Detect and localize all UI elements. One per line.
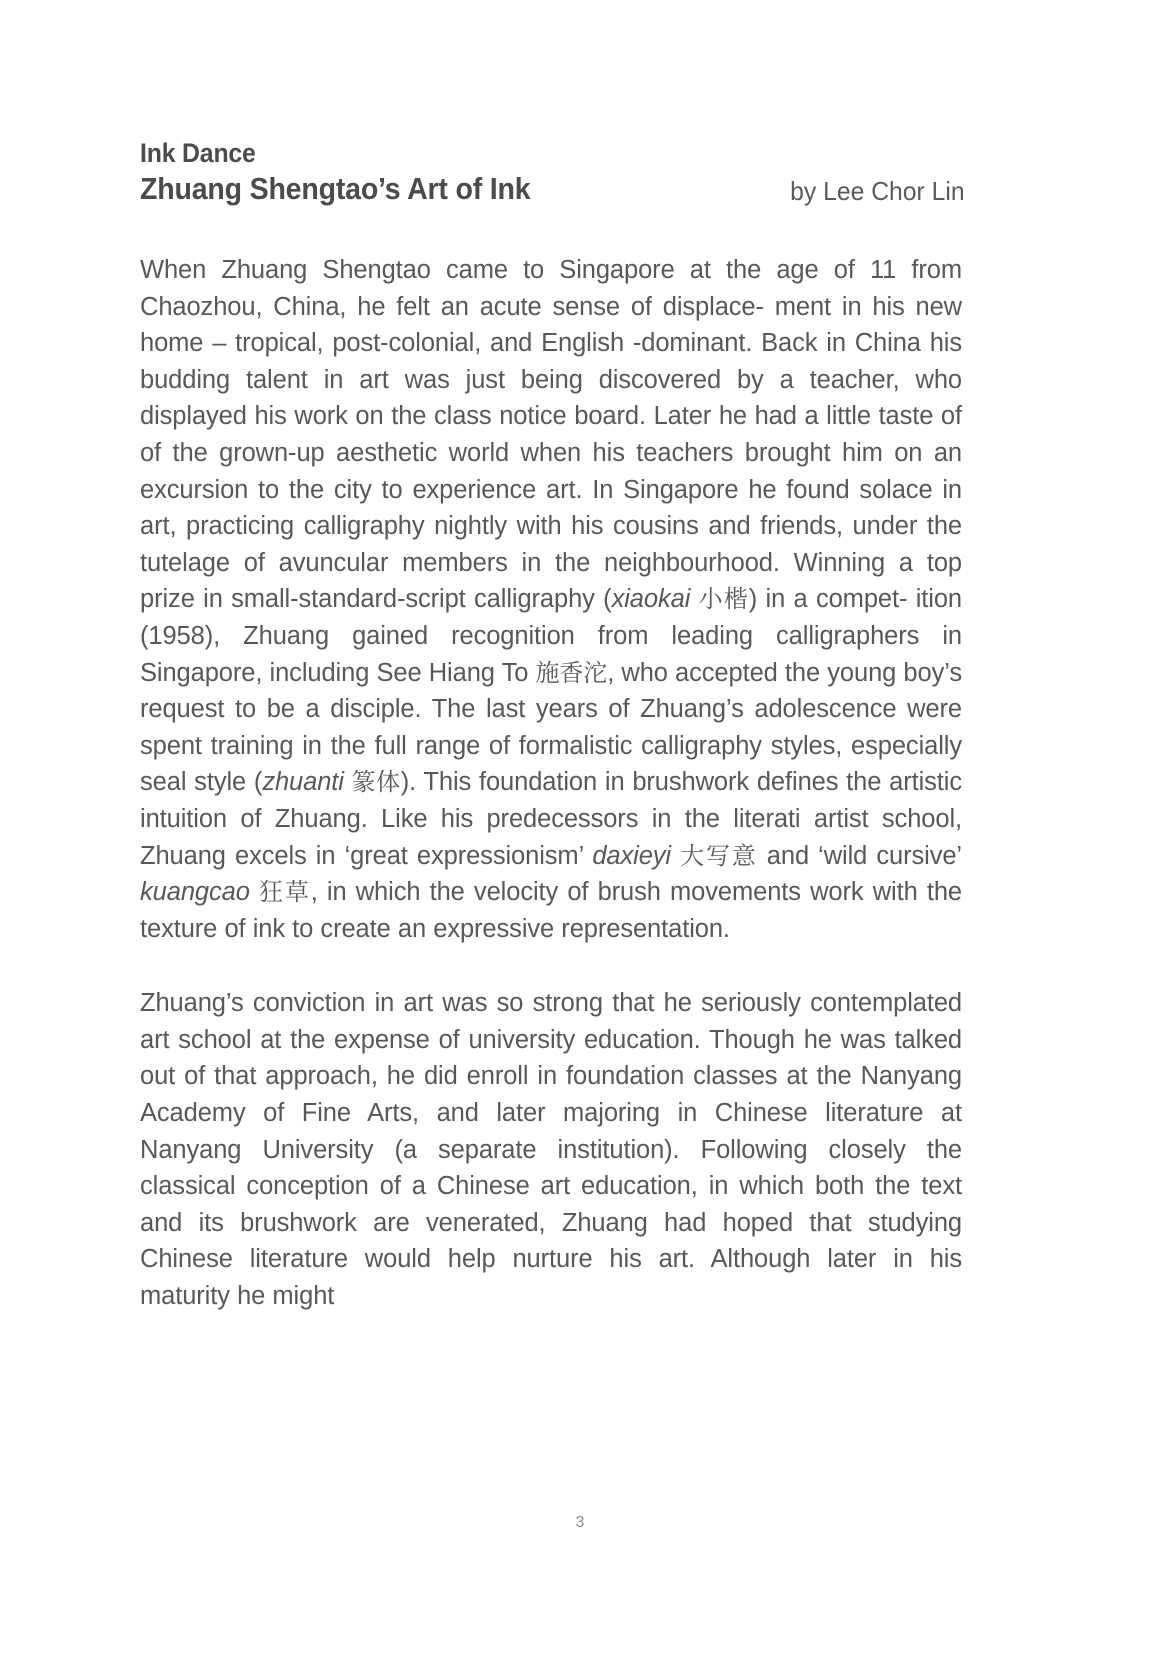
paragraph-1-segment-4: ). This foundation in brushwork defines the artistic intuition of Zhuang. Like his predecessors in the literati artist school, Zhuang excels in ‘great expressionism’: [140, 768, 963, 870]
romanization-zhuanti: zhuanti: [262, 768, 344, 797]
body-column: [140, 252, 962, 1315]
title-line-primary: Ink Dance: [140, 138, 256, 168]
paragraph-2: Zhuang’s conviction in art was so strong that he seriously contemplated art school at the expense of university education. Though he was talked out of that approach, he did enroll in foundation classes at the Nanyang Academy of Fine Arts, and later majoring in Chinese literature at Nanyang University (a separate institution). Following closely the classical conception of a Chinese art education, in which both the text and its brushwork are venerated, Zhuang had hoped that studying Chinese literature would help nurture his art. Although later in his maturity he might: [140, 989, 962, 1311]
space-3: [671, 842, 680, 870]
chinese-daxieyi: 大写意: [680, 841, 758, 870]
paragraph-1-segment-1: When Zhuang Shengtao came to Singapore at the age of 11 from Chaozhou, China, he felt an acute sense of displace- ment in his new home – tropical, post-colonial, and English -dominant. Back in China his budding talent in art was just being discovered by a teacher, who displayed his work on the class notice board. Later he had a little taste of of the grown-up aesthetic world when his teachers brought him on an excursion to the city to experience art. In Singapore he found solace in art, practicing calligraphy nightly with his cousins and friends, under the tutelage of avuncular members in the neighbourhood. Winning a top prize in small-standard-script calligraphy (: [140, 256, 962, 614]
chinese-see-hiang-to: 施香沱: [535, 658, 608, 687]
paragraph-1: [140, 252, 962, 947]
title-row: [140, 136, 965, 208]
paragraph-1-segment-3: , who accepted the young boy’s request to be a disciple. The last years of Zhuang’s adolescence were spent training in the full range of formalistic calligraphy styles, especially seal style (: [140, 658, 963, 797]
chinese-zhuanti: 篆体: [351, 768, 401, 797]
chinese-kuangcao: 狂草: [258, 878, 311, 907]
title-line-secondary: Zhuang Shengtao’s Art of Ink: [140, 171, 531, 206]
paragraph-1-segment-5: and ‘wild cursive’: [757, 841, 963, 870]
space-2: [344, 768, 352, 796]
romanization-kuangcao: kuangcao: [140, 878, 250, 907]
romanization-daxieyi: daxieyi: [592, 841, 671, 870]
romanization-xiaokai: xiaokai: [611, 585, 691, 614]
author-byline: by Lee Chor Lin: [790, 176, 965, 206]
paragraph-1-segment-2: ) in a compet- ition (1958), Zhuang gained recognition from leading calligraphers in Singapore, including See Hiang To: [140, 585, 962, 687]
article-header: [140, 136, 965, 208]
space-1: [690, 585, 698, 613]
chinese-xiaokai: 小楷: [698, 585, 749, 614]
page-number: 3: [575, 1514, 585, 1531]
page-title: [140, 136, 564, 208]
space-4: [250, 878, 259, 906]
paragraph-1-segment-6: , in which the velocity of brush movements work with the texture of ink to create an expressive representation.: [140, 878, 962, 943]
